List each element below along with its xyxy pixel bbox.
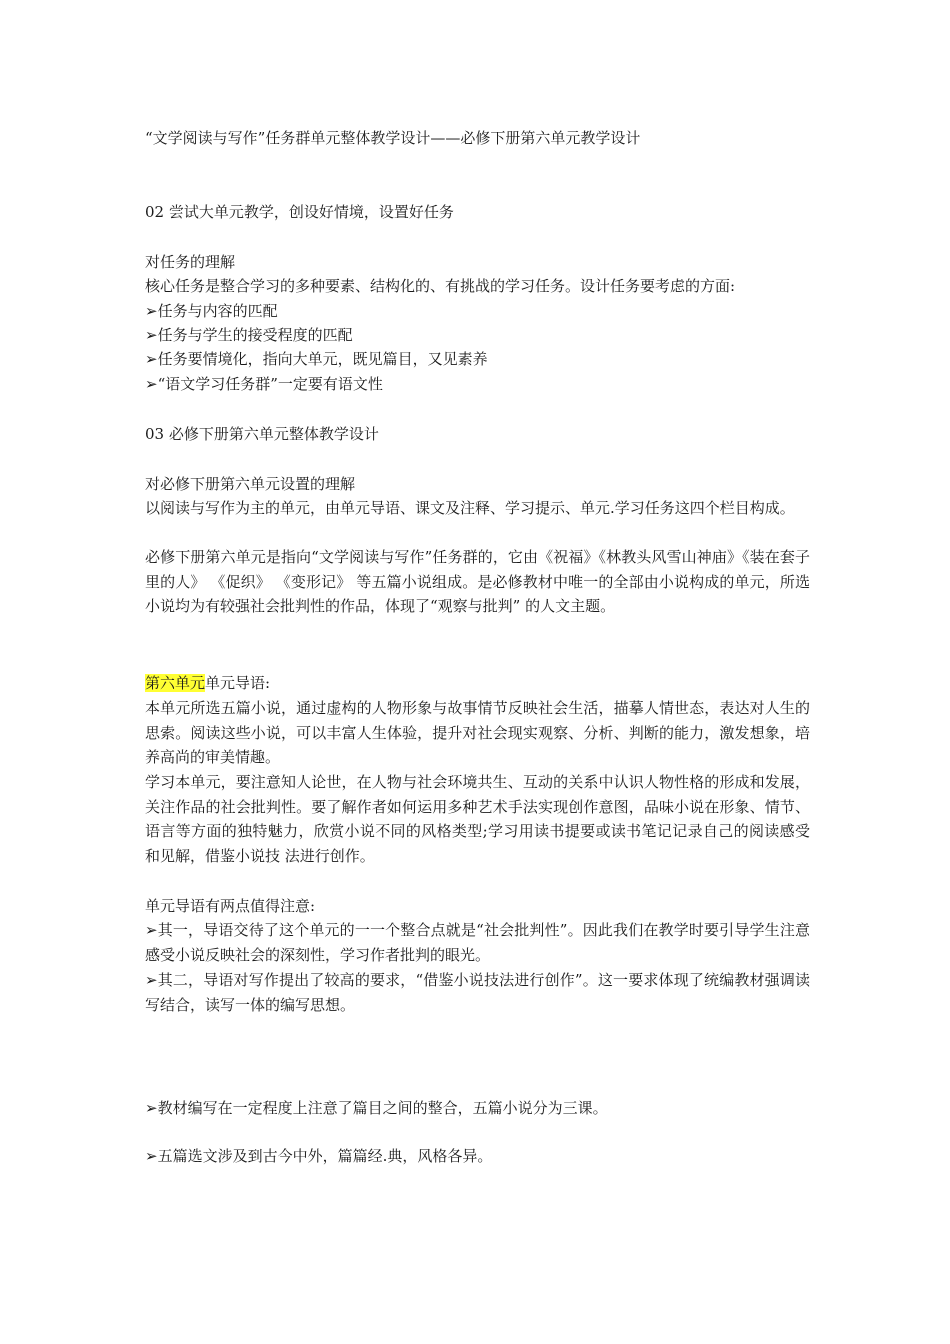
core-task-text: 核心任务是整合学习的多种要素、结构化的、有挑战的学习任务。设计任务要考虑的方面: [145, 277, 736, 295]
bullet-item: ➢任务与学生的接受程度的匹配 [145, 326, 353, 344]
document-title: “文学阅读与写作”任务群单元整体教学设计——必修下册第六单元教学设计 [145, 129, 641, 147]
guide-paragraph: 本单元所选五篇小说，通过虚构的人物形象与故事情节反映社会生活，描摹人情世态，表达对人生的思索。阅读这些小说，可以丰富人生体验，提升对社会现实观察、分析、判断的能力，激发想象，培养高尚的审美情趣。 [145, 699, 810, 766]
bullet-item: ➢“语文学习任务群”一定要有语文性 [145, 375, 383, 393]
highlighted-text: 第六单元 [145, 674, 206, 692]
final-bullet: ➢五篇选文涉及到古今中外，篇篇经.典，风格各异。 [145, 1147, 493, 1165]
unit-guide-heading-rest: 单元导语: [205, 674, 271, 692]
task-understanding-heading: 对任务的理解 [145, 253, 236, 271]
unit-paragraph: 必修下册第六单元是指向“文学阅读与写作”任务群的，它由《祝福》《林教头风雪山神庙》《装在套子里的人》 《促织》 《变形记》 等五篇小说组成。是必修教材中唯一的全部由小说构成的单元，所选小说均为有较强社会批判性的作品，体现了“观察与批判” 的人文主题。 [145, 548, 810, 615]
final-bullet: ➢教材编写在一定程度上注意了篇目之间的整合，五篇小说分为三课。 [145, 1099, 608, 1117]
unit-paragraph: 以阅读与写作为主的单元，由单元导语、课文及注释、学习提示、单元.学习任务这四个栏目构成。 [145, 499, 795, 517]
section-03-heading: 03 必修下册第六单元整体教学设计 [145, 425, 379, 443]
note-item: ➢其二，导语对写作提出了较高的要求，“借鉴小说技法进行创作”。这一要求体现了统编教材强调读写结合，读写一体的编写思想。 [145, 971, 810, 1014]
guide-paragraph: 学习本单元，要注意知人论世，在人物与社会环境共生、互动的关系中认识人物性格的形成和发展，关注作品的社会批判性。要了解作者如何运用多种艺术手法实现创作意图，品味小说在形象、情节、语言等方面的独特魅力，欣赏小说不同的风格类型;学习用读书提要或读书笔记记录自己的阅读感受和见解，借鉴小说技 法进行创作。 [145, 773, 810, 865]
bullet-item: ➢任务与内容的匹配 [145, 302, 278, 320]
note-item: ➢其一，导语交待了这个单元的一一个整合点就是“社会批判性”。因此我们在教学时要引导学生注意感受小说反映社会的深刻性，学习作者批判的眼光。 [145, 921, 810, 964]
section-02-heading: 02 尝试大单元教学，创设好情境，设置好任务 [145, 203, 454, 221]
notes-heading: 单元导语有两点值得注意: [145, 897, 316, 915]
bullet-item: ➢任务要情境化，指向大单元，既见篇目，又见素养 [145, 350, 488, 368]
unit-guide-heading [145, 671, 810, 695]
unit-setting-heading: 对必修下册第六单元设置的理解 [145, 475, 356, 493]
